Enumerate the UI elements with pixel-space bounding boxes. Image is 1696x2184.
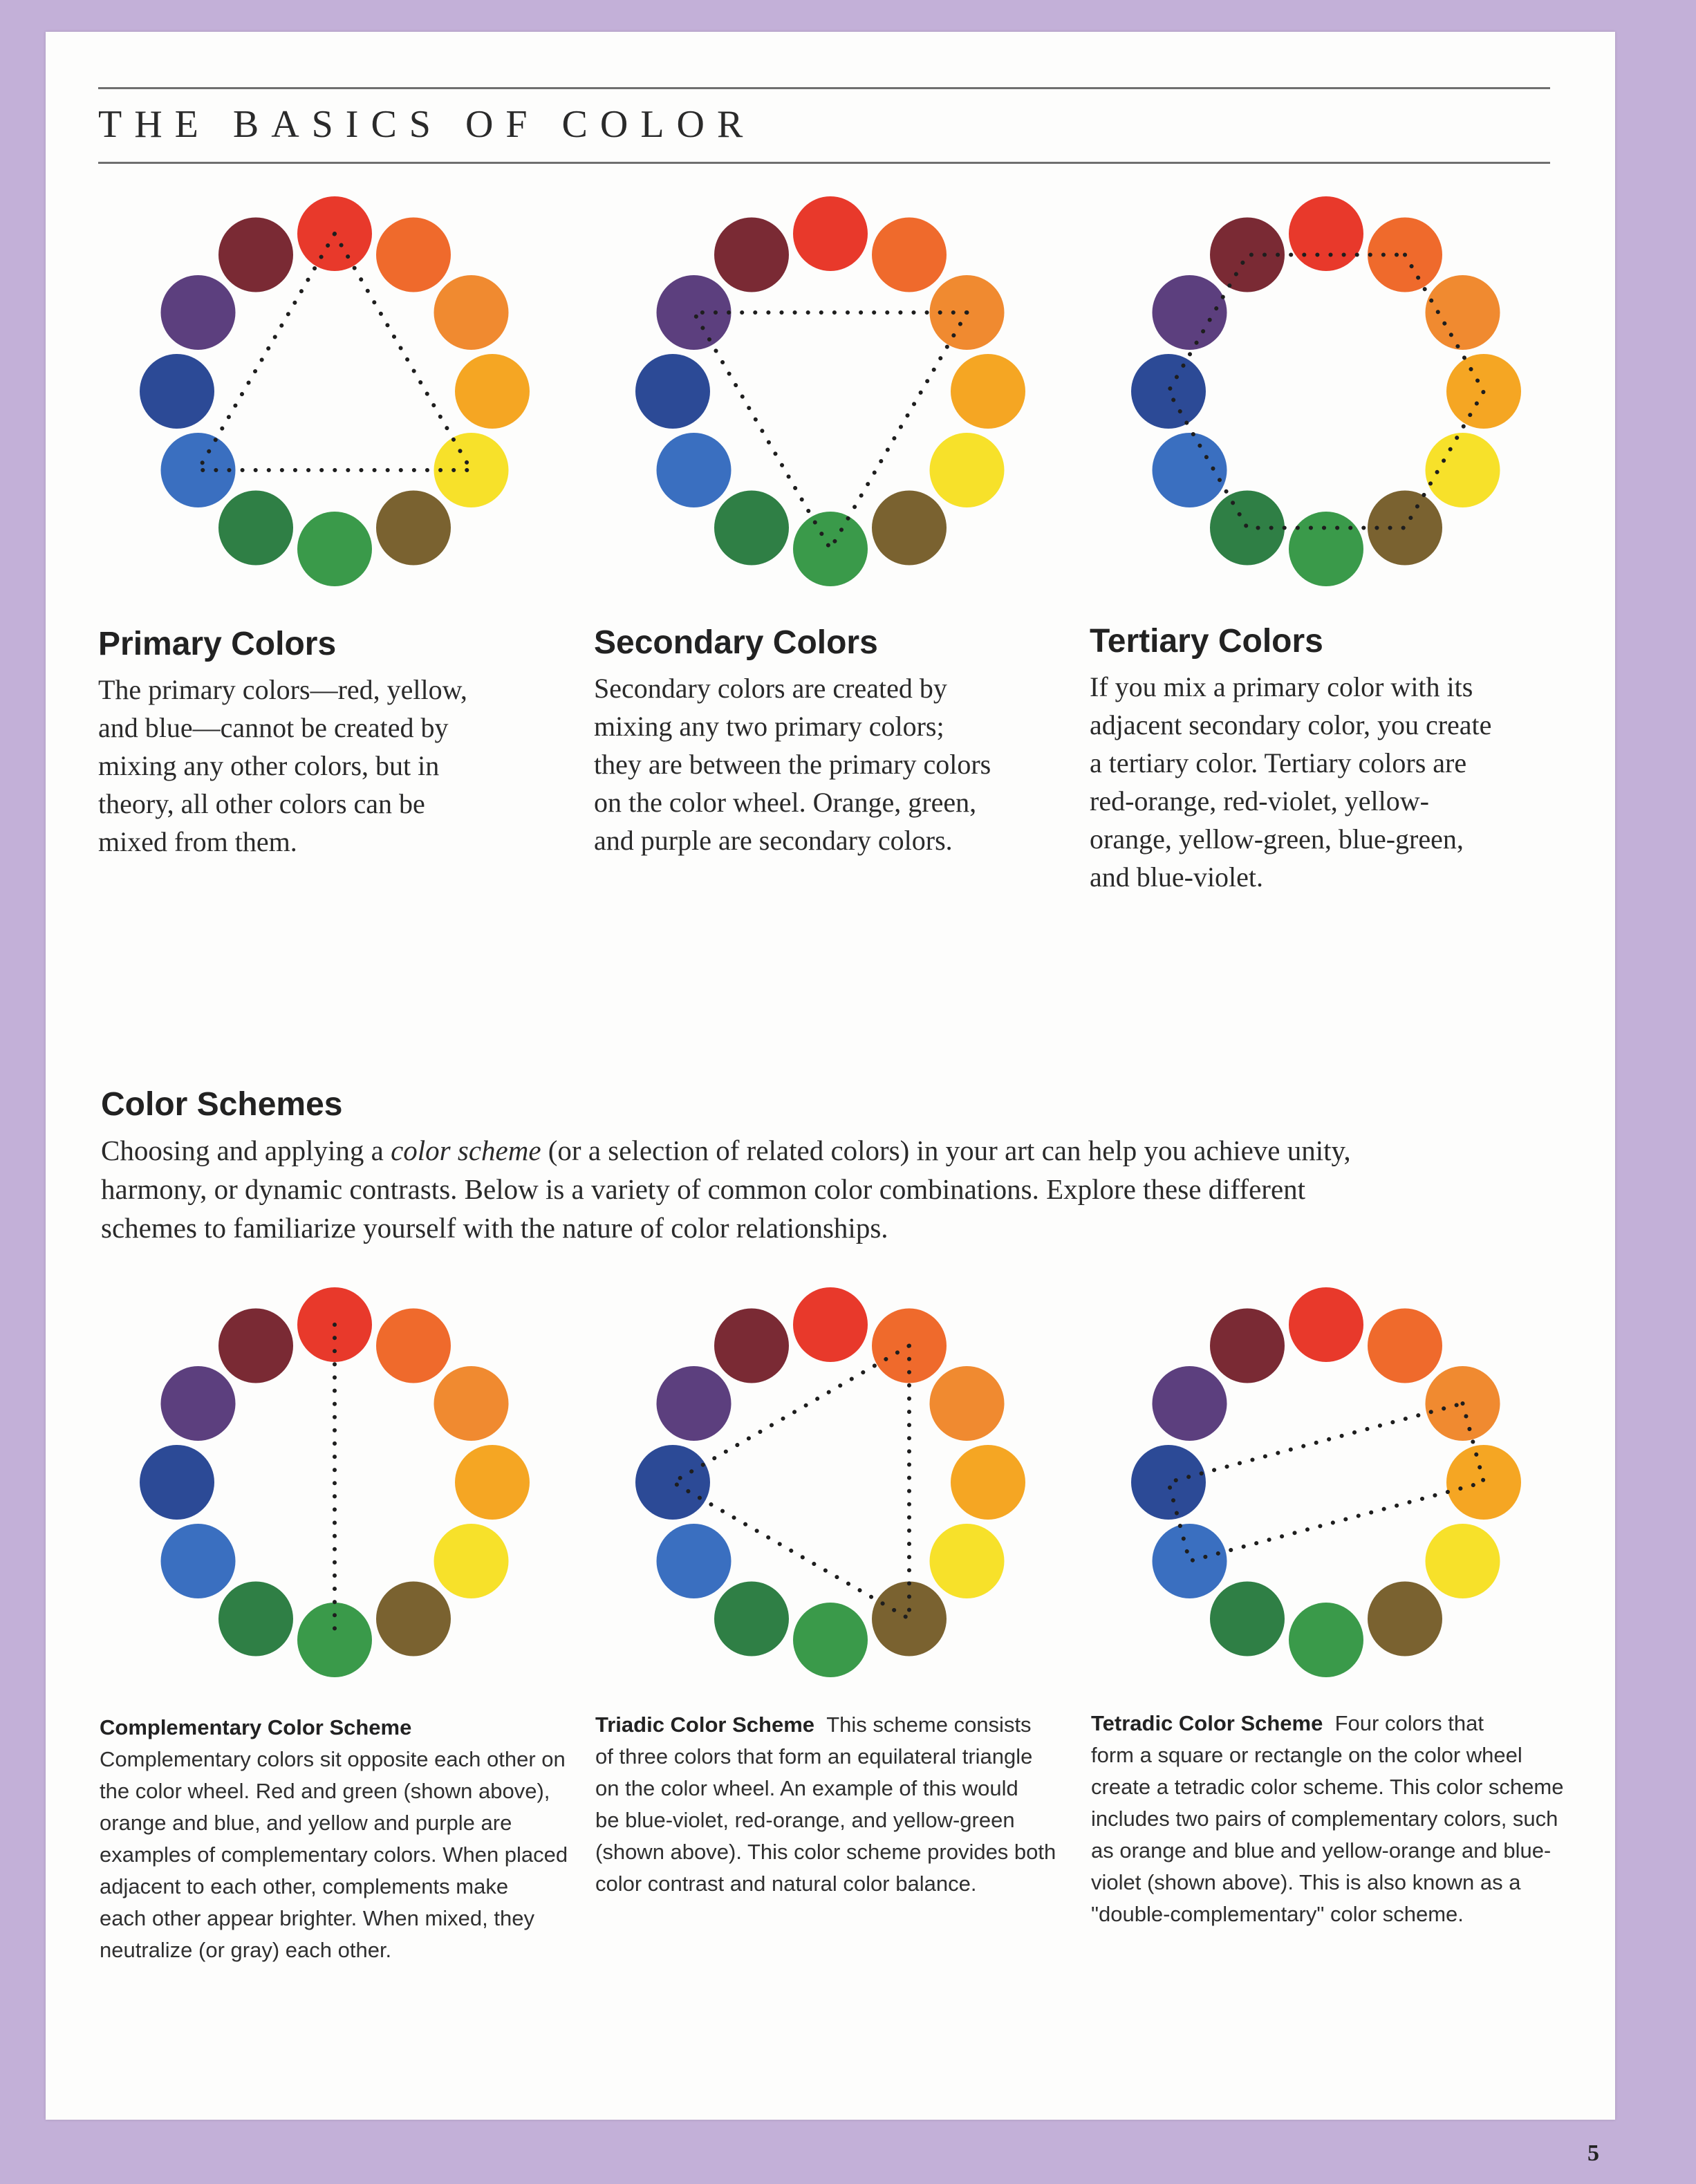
violet-swatch xyxy=(1153,1366,1227,1441)
yellow-green-swatch xyxy=(376,491,451,566)
blue-violet-swatch xyxy=(1131,1445,1206,1520)
yellow-swatch xyxy=(434,1524,509,1598)
text-line: orange and blue, and yellow and purple are xyxy=(100,1811,512,1835)
caption-first-line xyxy=(1091,1708,1563,1739)
header-rule-bottom xyxy=(98,162,1550,164)
primary-colors-heading: Primary Colors xyxy=(98,626,337,662)
text-line: Secondary colors are created by xyxy=(594,673,947,704)
violet-swatch xyxy=(1153,275,1227,350)
blue-violet-swatch xyxy=(635,1445,710,1520)
blue-swatch xyxy=(657,433,731,507)
complementary-color-wheel xyxy=(120,1268,549,1697)
yellow-green-swatch xyxy=(1368,1582,1442,1656)
text-line: a tertiary color. Tertiary colors are xyxy=(1090,747,1467,778)
tertiary-colors-heading: Tertiary Colors xyxy=(1090,623,1323,660)
violet-swatch xyxy=(161,275,236,350)
green-swatch xyxy=(793,1603,868,1677)
blue-swatch xyxy=(1153,1524,1227,1598)
text-line: includes two pairs of complementary colors, such xyxy=(1091,1807,1558,1831)
page xyxy=(46,32,1615,2120)
violet-swatch xyxy=(161,1366,236,1441)
text-line: as orange and blue and yellow-orange and blue- xyxy=(1091,1838,1551,1863)
text-line: on the color wheel. Orange, green, xyxy=(594,787,977,818)
page-header-title: THE BASICS OF COLOR xyxy=(98,103,756,146)
triadic-wheel-svg xyxy=(616,1268,1045,1697)
red-swatch xyxy=(1289,196,1363,271)
text-line: the color wheel. Red and green (shown above), xyxy=(100,1779,550,1803)
text-line: and blue—cannot be created by xyxy=(98,712,449,743)
color-schemes-intro xyxy=(101,1131,1351,1247)
intro-line-3: schemes to familiarize yourself with the nature of color relationships. xyxy=(101,1212,888,1244)
text-line: adjacent secondary color, you create xyxy=(1090,709,1492,740)
text-line: and purple are secondary colors. xyxy=(594,825,953,856)
blue-swatch xyxy=(1153,433,1227,507)
green-swatch xyxy=(297,512,372,586)
complementary-wheel-svg xyxy=(120,1268,549,1697)
text-line: Complementary colors sit opposite each other on xyxy=(100,1747,566,1771)
primary-wheel-svg xyxy=(120,177,549,606)
yellow-swatch xyxy=(930,433,1005,507)
yellow-orange-swatch xyxy=(455,354,530,429)
yellow-orange-swatch xyxy=(1446,1445,1521,1520)
orange-swatch xyxy=(930,1366,1005,1441)
red-violet-swatch xyxy=(714,218,789,292)
red-violet-swatch xyxy=(218,218,293,292)
yellow-green-swatch xyxy=(376,1582,451,1656)
text-line: mixing any two primary colors; xyxy=(594,711,944,742)
blue-violet-swatch xyxy=(140,1445,214,1520)
violet-swatch xyxy=(657,275,731,350)
text-line: violet (shown above). This is also known as a xyxy=(1091,1870,1521,1894)
intro-text: Choosing and applying a xyxy=(101,1135,391,1166)
secondary-color-wheel xyxy=(616,177,1045,606)
yellow-green-swatch xyxy=(872,491,947,566)
blue-green-swatch xyxy=(1210,491,1285,566)
red-violet-swatch xyxy=(1210,1309,1285,1383)
yellow-swatch xyxy=(930,1524,1005,1598)
violet-swatch xyxy=(657,1366,731,1441)
page-number: 5 xyxy=(1587,2140,1599,2166)
secondary-colors-text xyxy=(594,669,991,859)
green-swatch xyxy=(793,512,868,586)
text-line: on the color wheel. An example of this would xyxy=(595,1776,1018,1800)
orange-swatch xyxy=(434,1366,509,1441)
text-line: be blue-violet, red-orange, and yellow-green xyxy=(595,1808,1015,1832)
intro-text: (or a selection of related colors) in your art can help you achieve unity, xyxy=(541,1135,1351,1166)
caption-first-line xyxy=(595,1709,1056,1741)
complementary-scheme-caption xyxy=(100,1712,568,1966)
text-line: adjacent to each other, complements make xyxy=(100,1874,509,1898)
text-line: each other appear brighter. When mixed, they xyxy=(100,1906,534,1930)
text-line: of three colors that form an equilateral triangle xyxy=(595,1744,1033,1768)
primary-colors-text xyxy=(98,671,467,861)
intro-emphasis: color scheme xyxy=(391,1135,541,1166)
primary-color-wheel xyxy=(120,177,549,606)
yellow-orange-swatch xyxy=(455,1445,530,1520)
yellow-swatch xyxy=(1426,1524,1500,1598)
tetradic-scheme-title: Tetradic Color Scheme xyxy=(1091,1711,1323,1735)
tertiary-colors-text xyxy=(1090,668,1491,896)
text-line: mixed from them. xyxy=(98,826,297,857)
blue-violet-swatch xyxy=(1131,354,1206,429)
tetradic-color-wheel xyxy=(1112,1268,1540,1697)
red-orange-swatch xyxy=(872,218,947,292)
red-orange-swatch xyxy=(376,218,451,292)
red-orange-swatch xyxy=(376,1309,451,1383)
intro-line-1 xyxy=(101,1131,1351,1170)
secondary-wheel-svg xyxy=(616,177,1045,606)
text-line: (shown above). This color scheme provides both xyxy=(595,1840,1056,1864)
blue-violet-swatch xyxy=(140,354,214,429)
red-violet-swatch xyxy=(218,1309,293,1383)
blue-green-swatch xyxy=(714,1582,789,1656)
blue-green-swatch xyxy=(218,1582,293,1656)
blue-green-swatch xyxy=(714,491,789,566)
header-rule-top xyxy=(98,87,1550,89)
color-schemes-heading: Color Schemes xyxy=(101,1086,343,1123)
blue-swatch xyxy=(161,1524,236,1598)
tertiary-color-wheel xyxy=(1112,177,1540,606)
blue-swatch xyxy=(161,433,236,507)
text-line: This scheme consists xyxy=(826,1712,1032,1737)
text-line: "double-complementary" color scheme. xyxy=(1091,1902,1464,1926)
yellow-swatch xyxy=(434,433,509,507)
green-swatch xyxy=(1289,1603,1363,1677)
text-line: red-orange, red-violet, yellow- xyxy=(1090,785,1429,816)
tetradic-wheel-svg xyxy=(1112,1268,1540,1697)
triadic-scheme-title: Triadic Color Scheme xyxy=(595,1712,814,1737)
text-line: create a tetradic color scheme. This color scheme xyxy=(1091,1775,1564,1799)
complementary-scheme-title: Complementary Color Scheme xyxy=(100,1715,412,1739)
intro-line-2: harmony, or dynamic contrasts. Below is a variety of common color combinations. Explore these different xyxy=(101,1173,1306,1205)
red-violet-swatch xyxy=(714,1309,789,1383)
text-line: The primary colors—red, yellow, xyxy=(98,674,467,705)
green-swatch xyxy=(1289,512,1363,586)
blue-green-swatch xyxy=(218,491,293,566)
text-line: mixing any other colors, but in xyxy=(98,750,440,781)
yellow-orange-swatch xyxy=(951,354,1025,429)
blue-swatch xyxy=(657,1524,731,1598)
text-line: neutralize (or gray) each other. xyxy=(100,1938,392,1962)
text-line: color contrast and natural color balance. xyxy=(595,1872,977,1896)
red-swatch xyxy=(1289,1287,1363,1362)
red-violet-swatch xyxy=(1210,218,1285,292)
text-line: theory, all other colors can be xyxy=(98,788,425,819)
red-swatch xyxy=(793,1287,868,1362)
text-line: Four colors that xyxy=(1334,1711,1484,1735)
yellow-green-swatch xyxy=(872,1582,947,1656)
text-line: orange, yellow-green, blue-green, xyxy=(1090,823,1464,855)
triadic-color-wheel xyxy=(616,1268,1045,1697)
text-line: examples of complementary colors. When placed xyxy=(100,1842,568,1867)
text-line: and blue-violet. xyxy=(1090,861,1264,893)
secondary-colors-heading: Secondary Colors xyxy=(594,624,878,661)
blue-violet-swatch xyxy=(635,354,710,429)
orange-swatch xyxy=(434,275,509,350)
tetradic-scheme-caption xyxy=(1091,1708,1563,1930)
tertiary-wheel-svg xyxy=(1112,177,1540,606)
text-line: they are between the primary colors xyxy=(594,749,991,780)
yellow-orange-swatch xyxy=(951,1445,1025,1520)
triadic-scheme-caption xyxy=(595,1709,1056,1900)
blue-green-swatch xyxy=(1210,1582,1285,1656)
red-orange-swatch xyxy=(1368,1309,1442,1383)
red-swatch xyxy=(793,196,868,271)
text-line: If you mix a primary color with its xyxy=(1090,671,1473,702)
text-line: form a square or rectangle on the color wheel xyxy=(1091,1743,1522,1767)
